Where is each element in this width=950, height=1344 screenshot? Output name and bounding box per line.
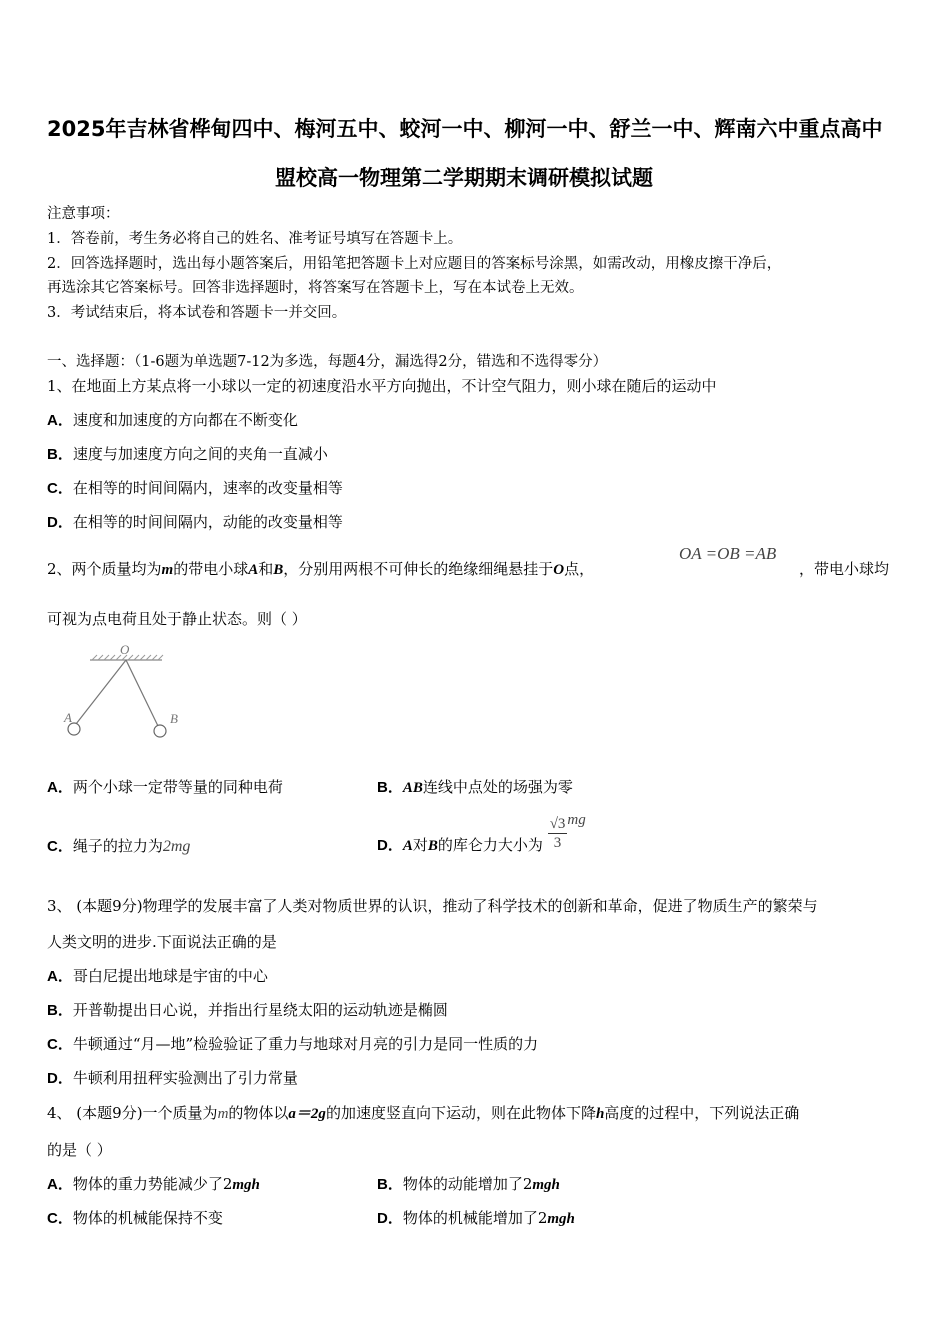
q1-option-d: D．在相等的时间间隔内，动能的改变量相等 [47, 513, 343, 531]
q1-stem: 1、在地面上方某点将一小球以一定的初速度沿水平方向抛出，不计空气阻力，则小球在随后的运动中 [47, 377, 717, 395]
notice-item: 1．答卷前，考生务必将自己的姓名、准考证号填写在答题卡上。 [47, 231, 463, 247]
notice-item: 3．考试结束后，将本试卷和答题卡一并交回。 [47, 305, 347, 321]
label-o: O [120, 642, 130, 657]
q2-option-a: A．两个小球一定带等量的同种电荷 [47, 778, 283, 796]
q4-stem-line1: 4、 (本题9分)一个质量为m的物体以a＝2g的加速度竖直向下运动，则在此物体下降h高度的过程中，下列说法正确 [47, 1104, 800, 1122]
q2-option-d: D．A对B的库仑力大小为 $\frac{√3}{3}$ mg [377, 812, 586, 854]
notice-heading: 注意事项： [47, 206, 120, 222]
notice-item: 2．回答选择题时，选出每小题答案后，用铅笔把答题卡上对应题目的答案标号涂黑，如需改动，用橡皮擦干净后， [47, 256, 782, 272]
q2-stem: 2、两个质量均为m的带电小球A和B，分别用两根不可伸长的绝缘细绳悬挂于O点， [47, 560, 595, 578]
q1-option-c: C．在相等的时间间隔内，速率的改变量相等 [47, 479, 343, 497]
label-a: A [64, 710, 72, 725]
q4-option-c: C．物体的机械能保持不变 [47, 1209, 223, 1227]
ball-b [154, 725, 166, 737]
q3-option-d: D．牛顿利用扭秤实验测出了引力常量 [47, 1069, 298, 1087]
q2-stem-tail: ，带电小球均 [799, 560, 890, 578]
q2-formula: OA =OB =AB [679, 544, 777, 563]
page-title-line2: 盟校高一物理第二学期期末调研模拟试题 [275, 166, 653, 190]
q3-stem-line1: 3、 (本题9分)物理学的发展丰富了人类对物质世界的认识，推动了科学技术的创新和革命，促进了物质生产的繁荣与 [47, 897, 818, 915]
q1-option-b: B．速度与加速度方向之间的夹角一直减小 [47, 445, 328, 463]
notice-item: 再选涂其它答案标号。回答非选择题时，将答案写在答题卡上，写在本试卷上无效。 [47, 280, 584, 296]
section-heading: 一、选择题：（1-6题为单选题7-12为多选，每题4分，漏选得2分，错选和不选得零分） [47, 354, 608, 370]
page-title-line1: 2025年吉林省桦甸四中、梅河五中、蛟河一中、柳河一中、舒兰一中、辉南六中重点高中 [47, 117, 883, 141]
q3-option-b: B．开普勒提出日心说，并指出行星绕太阳的运动轨迹是椭圆 [47, 1001, 448, 1019]
q2-option-c: C．绳子的拉力为2mg [47, 837, 191, 855]
q4-option-a: A．物体的重力势能减少了2mgh [47, 1175, 260, 1193]
q2-option-b: B．AB连线中点处的场强为零 [377, 778, 573, 796]
q3-option-a: A．哥白尼提出地球是宇宙的中心 [47, 967, 268, 985]
q1-option-a: A．速度和加速度的方向都在不断变化 [47, 411, 298, 429]
q2-pendulum-figure [58, 640, 198, 745]
q4-option-b: B．物体的动能增加了2mgh [377, 1175, 560, 1193]
label-b: B [170, 711, 178, 726]
q4-option-d: D．物体的机械能增加了2mgh [377, 1209, 575, 1227]
q2-stem-line2: 可视为点电荷且处于静止状态。则（ ） [47, 610, 307, 628]
q3-stem-line2: 人类文明的进步.下面说法正确的是 [47, 933, 277, 951]
string-ob [126, 660, 158, 726]
string-oa [76, 660, 126, 724]
q4-stem-line2: 的是（ ） [47, 1141, 112, 1159]
q3-option-c: C．牛顿通过“月—地”检验验证了重力与地球对月亮的引力是同一性质的力 [47, 1035, 539, 1053]
